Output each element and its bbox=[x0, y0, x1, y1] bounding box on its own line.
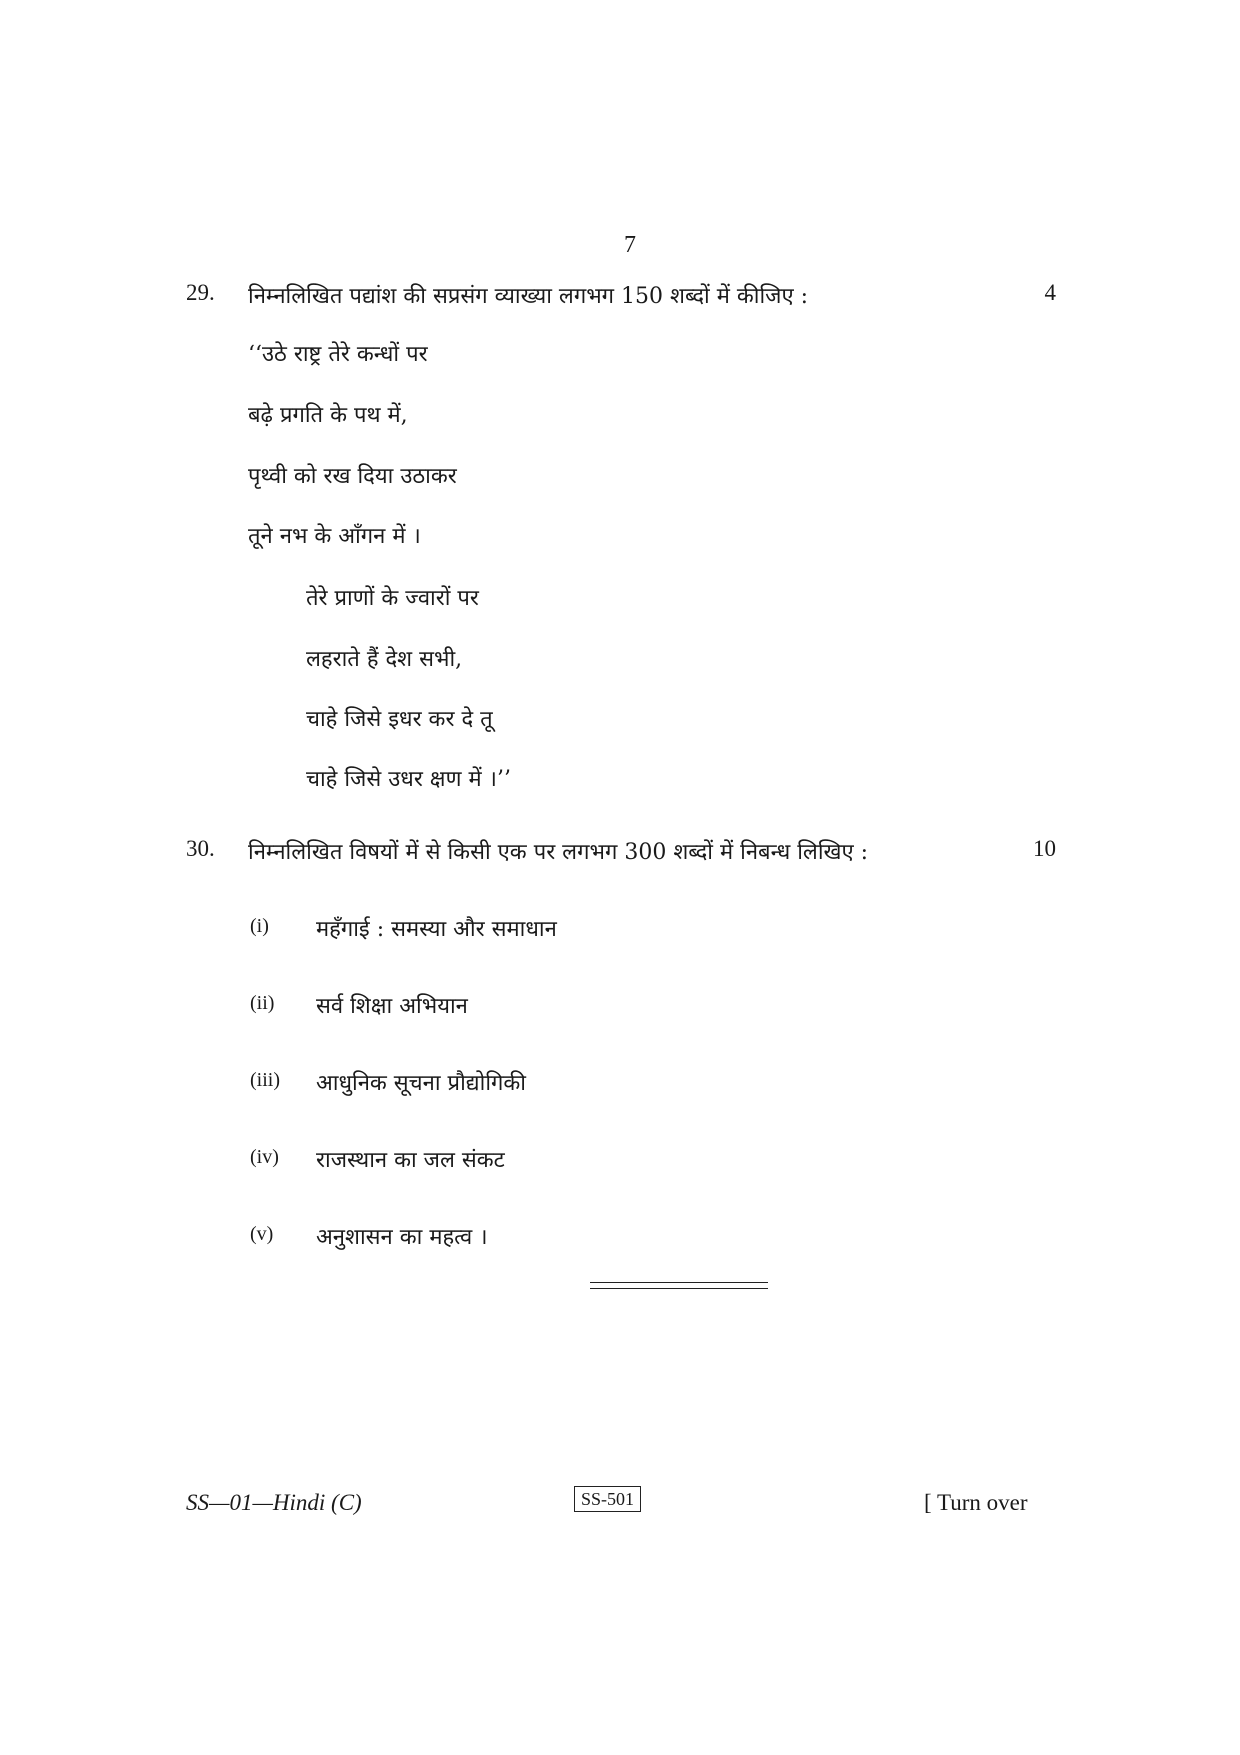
topic-text: महँगाई : समस्या और समाधान bbox=[316, 917, 557, 942]
question-number: 30. bbox=[186, 836, 215, 861]
topic-number: (i) bbox=[250, 915, 269, 937]
topic-number: (iv) bbox=[250, 1146, 279, 1168]
poem-line: ‘‘उठे राष्ट्र तेरे कन्धों पर bbox=[248, 342, 428, 367]
topic-text: राजस्थान का जल संकट bbox=[316, 1148, 505, 1173]
topic-text: अनुशासन का महत्व । bbox=[316, 1225, 488, 1250]
end-rule bbox=[590, 1288, 768, 1289]
poem-line: पृथ्वी को रख दिया उठाकर bbox=[248, 464, 457, 489]
page-number: 7 bbox=[624, 232, 636, 258]
question-marks: 4 bbox=[1044, 280, 1056, 305]
topic-number: (ii) bbox=[250, 992, 275, 1014]
poem-line: तूने नभ के आँगन में । bbox=[248, 524, 421, 549]
topic-text: आधुनिक सूचना प्रौद्योगिकी bbox=[316, 1071, 527, 1096]
turn-over-label: [ Turn over bbox=[924, 1490, 1028, 1515]
poem-line: चाहे जिसे इधर कर दे तू bbox=[306, 707, 493, 732]
poem-line: चाहे जिसे उधर क्षण में ।’’ bbox=[306, 767, 511, 792]
poem-line: तेरे प्राणों के ज्वारों पर bbox=[306, 586, 479, 611]
question-marks: 10 bbox=[1033, 836, 1056, 861]
topic-number: (v) bbox=[250, 1223, 274, 1245]
paper-code: SS—01—Hindi (C) bbox=[186, 1490, 362, 1515]
question-text: निम्नलिखित विषयों में से किसी एक पर लगभग 300 शब्दों में निबन्ध लिखिए : bbox=[248, 840, 869, 865]
question-text: निम्नलिखित पद्यांश की सप्रसंग व्याख्या लगभग 150 शब्दों में कीजिए : bbox=[248, 284, 809, 309]
poem-line: लहराते हैं देश सभी, bbox=[306, 647, 463, 672]
topic-number: (iii) bbox=[250, 1069, 280, 1091]
end-rule bbox=[590, 1282, 768, 1283]
box-code: SS-501 bbox=[574, 1486, 641, 1512]
poem-line: बढ़े प्रगति के पथ में, bbox=[248, 403, 408, 428]
question-number: 29. bbox=[186, 280, 215, 305]
topic-text: सर्व शिक्षा अभियान bbox=[316, 994, 468, 1019]
